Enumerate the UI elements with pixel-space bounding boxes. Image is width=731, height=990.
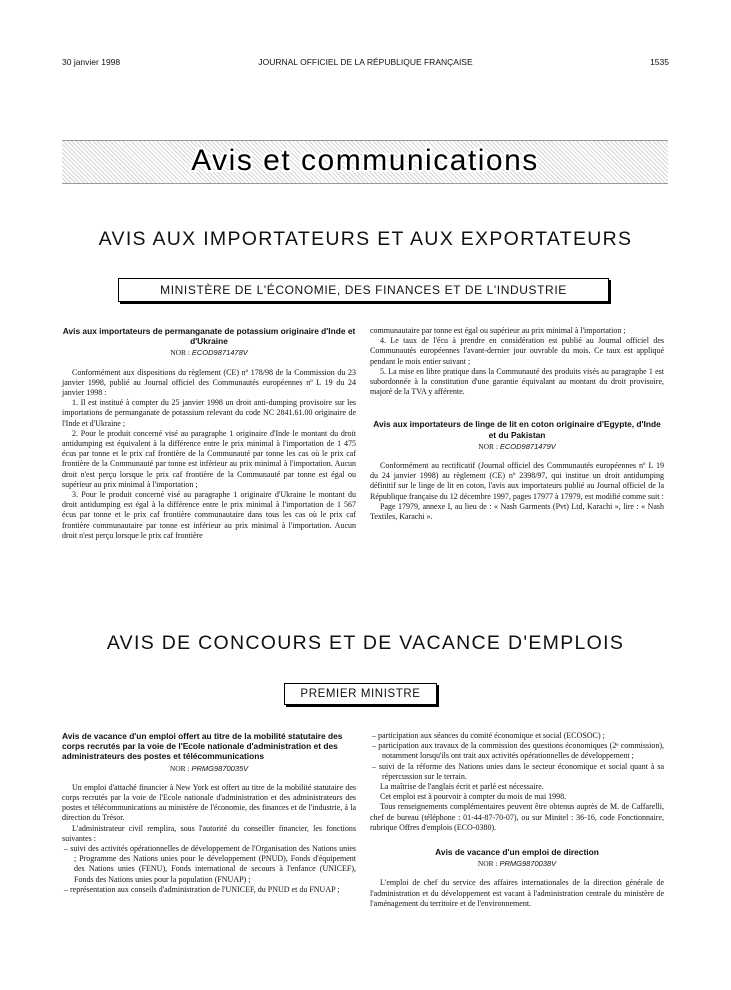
avis-permanganate-paragraph: communautaire par tonne est égal ou supérieur au prix minimal à l'importation ; xyxy=(370,326,626,335)
heading-importers-exporters: AVIS AUX IMPORTATEURS ET AUX EXPORTATEURS xyxy=(98,228,633,250)
avis-mobilite-paragraph: Un emploi d'attaché financier à New York est offert au titre de la mobilité statutaire des corps recrutés par la voie de l'Ecole nationale d'administration et des administrateurs des postes et télécommunications au ministère de l'économie, des finances et de l'industrie, à la direction du Trésor. xyxy=(62,782,356,823)
left-column-lower xyxy=(62,731,356,895)
avis-mobilite-paragraph: L'administrateur civil remplira, sous l'autorité du conseiller financier, les fonctions suivantes : xyxy=(62,823,356,843)
avis-permanganate-nor: NOR : ECOD9871478V xyxy=(170,348,248,358)
section-title: Avis et communications xyxy=(191,144,539,177)
avis-direction-title: Avis de vacance d'un emploi de direction xyxy=(435,847,599,858)
duty-list-item: – participation aux séances du comité économique et social (ECOSOC) ; xyxy=(372,731,605,740)
left-column-upper xyxy=(62,326,356,541)
avis-mobilite-nor: NOR : PRMG9870035V xyxy=(169,763,249,773)
avis-permanganate-paragraph: 1. Il est institué à compter du 25 janvier 1998 un droit anti-dumping provisoire sur les importations de permanganate de potassium relevant du code NC 2841.61.00 originaire de l'Inde et d'Ukraine ; xyxy=(62,398,356,428)
avis-permanganate-paragraph: 3. Pour le produit concerné visé au paragraphe 1 originaire d'Ukraine le montant du droit antidumping est égal à la différence entre le prix minimal à l'importation de 1 567 écus par tonne et le prix caf frontière communautaire dans tous les cas où le prix caf frontière communautaire par tonne est inférieur au prix minimal à l'importation. Aucun droit n'est perçu lorsque le prix caf frontière xyxy=(62,490,356,540)
avis-linge-paragraph: Page 17979, annexe I, au lieu de : « Nash Garments (Pvt) Ltd, Karachi », lire : « Nash Textiles, Karachi ». xyxy=(370,501,664,522)
avis-permanganate-title: Avis aux importateurs de permanganate de potassium originaire d'Inde et d'Ukraine xyxy=(62,326,356,347)
avis-mobilite-title: Avis de vacance d'un emploi offert au titre de la mobilité statutaire des corps recrutés par la voie de l'Ecole nationale d'administration et des administrateurs des postes et télécommunications xyxy=(62,731,343,762)
avis-permanganate-paragraph: 2. Pour le produit concerné visé au paragraphe 1 originaire d'Inde le montant du droit antidumping est équivalent à la différence entre le prix minimal à l'importation de 1 475 écus par tonne et le prix caf frontière de la Communauté par tonne les cas où le prix caf frontière de la Communauté par tonne est inférieur au prix minimal à l'importation. Aucun droit n'est perçu lorsque le prix caf frontière de la Communauté par tonne est égal ou supérieur au prix minimal à l'importation ; xyxy=(62,428,356,489)
avis-linge-paragraph: Conformément au rectificatif (Journal officiel des Communautés européennes nº L 19 du 24 janvier 1998) au règlement (CE) nº 2398/97, qui institue un droit antidumping définitif sur le linge de lit en coton, l'avis aux importateurs publié au Journal officiel de la République française du 12 décembre 1997, pages 17977 à 17979, est modifié comme suit : xyxy=(370,461,664,501)
avis-mobilite-paragraph: La maîtrise de l'anglais écrit et parlé est nécessaire. xyxy=(380,782,544,792)
avis-direction-paragraph: L'emploi de chef du service des affaires internationales de la direction générale de l'administration et du développement est vacant à l'administration centrale du ministère de l'aménagement du territoire et de l'environnement. xyxy=(370,878,664,908)
avis-permanganate-paragraph: Conformément aux dispositions du règlement (CE) nº 178/98 de la Commission du 23 janvier 1998, publié au Journal officiel des Communautés européennes nº L 19 du 24 janvier 1998 : xyxy=(62,367,356,398)
header-journal-title: JOURNAL OFFICIEL DE LA RÉPUBLIQUE FRANÇAISE xyxy=(258,57,473,67)
avis-linge-nor: NOR : ECOD9871479V xyxy=(478,441,556,451)
duty-list-item: – représentation aux conseils d'administration de l'UNICEF, du PNUD et du FNUAP ; xyxy=(64,884,340,894)
duty-list-item: – suivi de la réforme des Nations unies dans le secteur économique et social quant à sa répercussion sur le terrain. xyxy=(372,761,664,781)
avis-direction-nor: NOR : PRMG9870038V xyxy=(477,859,557,869)
duty-list-item: – suivi des activités opérationnelles de développement de l'Organisation des Nations unies ; Programme des Nations unies pour le développement (PNUD), Fonds d'équipement des Nations unies (FENU), Fonds international de secours à l'enfance (UNICEF), Fonds des Nations unies pour la population (FNUAP) ; xyxy=(64,844,356,884)
duty-list-item: – participation aux travaux de la commission des questions économiques (2ᵉ commission), notamment lorsqu'ils ont trait aux activités opérationnelles de développement ; xyxy=(372,741,664,761)
section-banner xyxy=(62,140,668,184)
ministry-economy-box: MINISTÈRE DE L'ÉCONOMIE, DES FINANCES ET DE L'INDUSTRIE xyxy=(118,278,609,302)
avis-mobilite-paragraph: Cet emploi est à pourvoir à compter du mois de mai 1998. xyxy=(380,792,567,802)
premier-ministre-box: PREMIER MINISTRE xyxy=(284,683,437,705)
right-column-upper xyxy=(370,326,664,522)
heading-concours-vacance: AVIS DE CONCOURS ET DE VACANCE D'EMPLOIS xyxy=(106,632,625,654)
avis-permanganate-paragraph: 4. Le taux de l'écu à prendre en considération est publié au Journal officiel des Communautés européennes l'avant-dernier jour ouvrable du mois. Ce taux est appliqué pendant le mois entier suivant ; xyxy=(370,336,664,366)
right-column-lower xyxy=(370,731,664,909)
header-date: 30 janvier 1998 xyxy=(62,57,121,67)
avis-linge-title: Avis aux importateurs de linge de lit en coton originaire d'Egypte, d'Inde et du Pakistan xyxy=(373,419,661,440)
avis-permanganate-paragraph: 5. La mise en libre pratique dans la Communauté des produits visés au paragraphe 1 est subordonnée à la constitution d'une garantie équivalant au montant du droit provisoire, majoré de la TVA y afférente. xyxy=(370,366,664,397)
avis-mobilite-paragraph: Tous renseignements complémentaires peuvent être obtenus auprès de M. de Caffarelli, chef de bureau (téléphone : 01-44-87-70-07), ou sur Minitel : 36-16, code Fonctionnaire, rubrique Offres d'emplois (ECO-0380). xyxy=(370,802,664,832)
header-page-number: 1535 xyxy=(650,57,669,67)
